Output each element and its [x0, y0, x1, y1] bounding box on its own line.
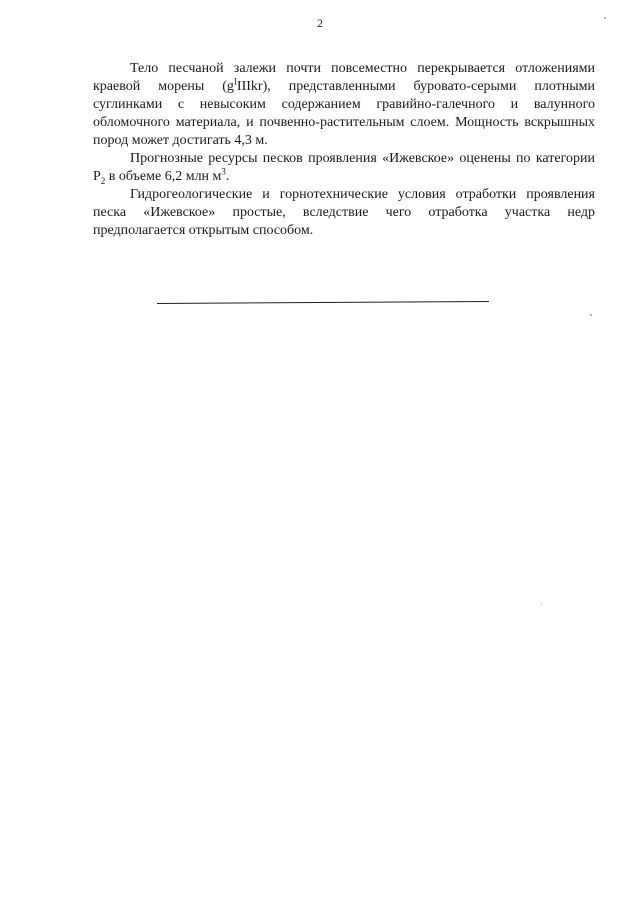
- p1-superscript: I: [233, 76, 237, 87]
- paragraph-mining-conditions: Гидрогеологические и горнотехнические условия отработки проявления песка «Ижевское» простые, вследствие чего отработка участка недр предполагается открытым способом.: [93, 187, 595, 238]
- scan-speck: [541, 604, 542, 605]
- p2-text-end: .: [225, 169, 230, 184]
- scan-speck: [590, 314, 592, 316]
- p1-text-end: IIIkr), представленными буровато-серыми плотными суглинками с невысоким содержанием гравийно-галечного и валунного обломочного материала, и почвенно-растительным слоем. Мощность вскрышных пород может достигать 4,3 м.: [93, 79, 595, 148]
- scan-speck: [604, 17, 606, 19]
- p2-text-middle: в объеме 6,2 млн м: [105, 169, 222, 184]
- p2-text-start: Прогнозные ресурсы песков проявления «Ижевское» оценены по категории Р: [93, 151, 595, 184]
- closing-divider-line: [157, 301, 489, 304]
- paragraph-moraine-overburden: [93, 60, 595, 150]
- paragraph-forecast-resources: [93, 150, 595, 186]
- page-number: 2: [317, 16, 323, 30]
- p2-superscript: 3: [221, 166, 226, 177]
- body-text: [93, 60, 595, 240]
- p2-subscript: 2: [100, 175, 106, 186]
- p1-text-start: Тело песчаной залежи почти повсеместно перекрывается отложениями краевой морены (g: [93, 61, 595, 94]
